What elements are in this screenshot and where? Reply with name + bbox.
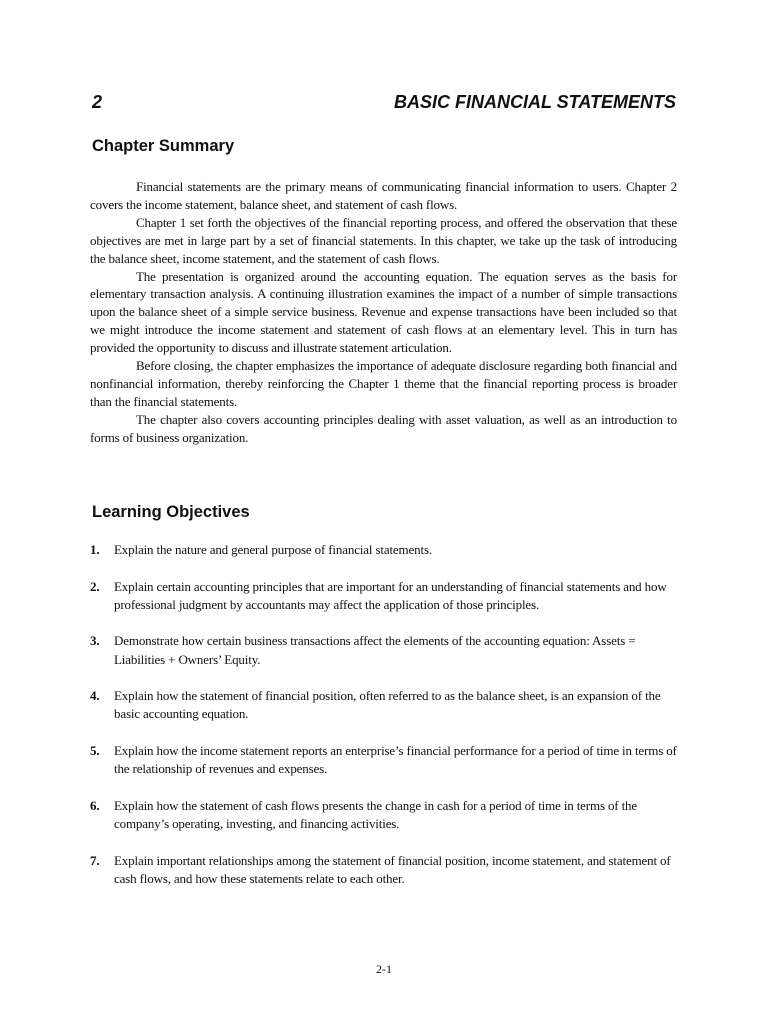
chapter-header: [92, 92, 676, 118]
objective-number: 1.: [90, 542, 100, 557]
objective-text: Explain how the statement of cash flows presents the change in cash for a period of time in terms of the company’s operating, investing, and financing activities.: [114, 797, 638, 831]
objective-text: Demonstrate how certain business transactions affect the elements of the accounting equation: Assets = Liabilities + Owners’ Equity.: [114, 633, 636, 667]
objective-number: 3.: [90, 633, 100, 649]
objective-number: 5.: [90, 742, 100, 758]
summary-paragraph: Financial statements are the primary means of communicating financial information to users. Chapter 2 covers the income statement, balance sheet, and statement of cash flows.: [90, 179, 677, 212]
summary-paragraph: Chapter 1 set forth the objectives of the financial reporting process, and offered the observation that these objectives are met in large part by a set of financial statements. In this chapter, we take up the task of introducing the balance sheet, income statement, and the statement of cash flows.: [90, 214, 677, 266]
objective-number: 4.: [90, 688, 100, 704]
list-item: [90, 687, 680, 723]
objective-text: Explain the nature and general purpose of financial statements.: [114, 542, 432, 557]
summary-paragraph: Before closing, the chapter emphasizes the importance of adequate disclosure regarding both financial and nonfinancial information, thereby reinforcing the Chapter 1 theme that the financial reporting process is broader than the financial statements.: [90, 358, 677, 409]
objective-text: Explain important relationships among the statement of financial position, income statement, and statement of cash flows, and how these statements relate to each other.: [114, 852, 671, 886]
list-item: [90, 632, 680, 668]
objective-number: 7.: [90, 852, 100, 868]
list-item: [90, 797, 680, 833]
objective-text: Explain certain accounting principles that are important for an understanding of financial statements and how professional judgment by accountants may affect the application of those principles.: [114, 578, 667, 612]
summary-paragraph: The presentation is organized around the accounting equation. The equation serves as the basis for elementary transaction analysis. A continuing illustration examines the impact of a number of simple transactions upon the balance sheet of a simple service business. Revenue and expense transactions have been included so that we might introduce the income statement and statement of cash flows at an elementary level. This in turn has provided the opportunity to discuss and illustrate statement articulation.: [90, 268, 677, 356]
list-item: [90, 852, 680, 888]
chapter-summary-heading: Chapter Summary: [92, 137, 235, 155]
learning-objectives-heading: Learning Objectives: [92, 503, 250, 521]
objective-number: 6.: [90, 797, 100, 813]
objective-text: Explain how the statement of financial position, often referred to as the balance sheet, is an expansion of the basic accounting equation.: [114, 688, 661, 722]
objective-text: Explain how the income statement reports an enterprise’s financial performance for a period of time in terms of the relationship of revenues and expenses.: [114, 742, 677, 777]
chapter-summary-body: [90, 178, 677, 447]
list-item: [90, 578, 680, 614]
summary-paragraph: The chapter also covers accounting principles dealing with asset valuation, as well as an introduction to forms of business organization.: [90, 411, 677, 445]
objective-number: 2.: [90, 578, 100, 594]
list-item: [90, 742, 680, 778]
learning-objectives-list: [90, 541, 680, 906]
chapter-number: 2: [92, 92, 103, 112]
page-number: 2-1: [376, 962, 392, 976]
list-item: [90, 541, 680, 559]
chapter-title: BASIC FINANCIAL STATEMENTS: [394, 92, 676, 112]
